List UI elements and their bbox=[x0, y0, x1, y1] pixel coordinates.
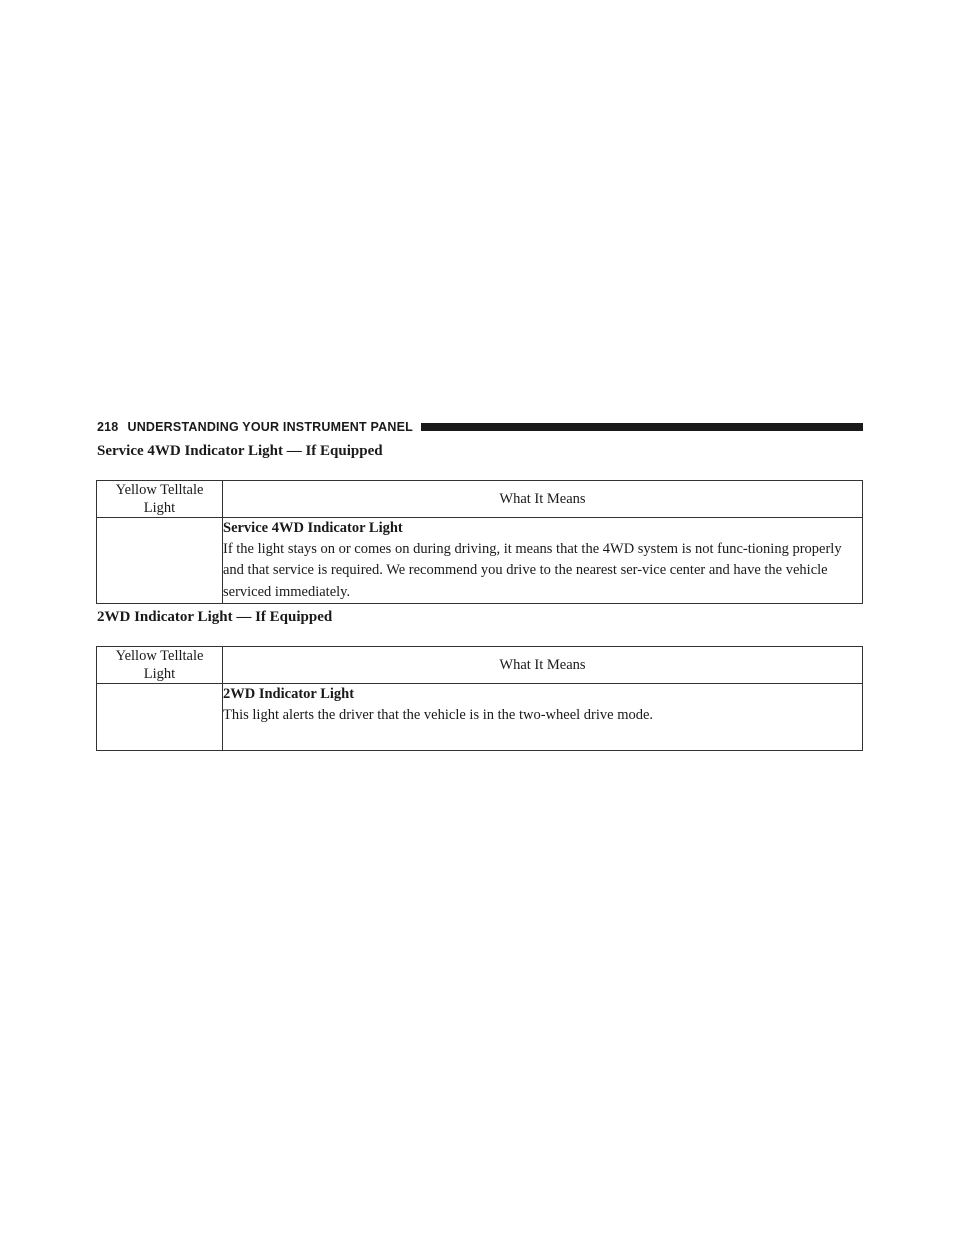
column-header-telltale bbox=[97, 647, 223, 684]
telltale-icon-cell bbox=[97, 684, 223, 751]
description-title: 2WD Indicator Light bbox=[223, 686, 355, 702]
table-row bbox=[97, 684, 863, 751]
table-header-row bbox=[97, 481, 863, 518]
column-header-telltale-line2: Light bbox=[143, 500, 176, 516]
column-header-telltale bbox=[97, 481, 223, 518]
description-cell bbox=[223, 518, 863, 604]
table-row bbox=[97, 518, 863, 604]
column-header-what-it-means: What It Means bbox=[223, 481, 863, 518]
column-header-telltale-line1: Yellow Telltale bbox=[115, 648, 204, 664]
header-rule bbox=[421, 423, 863, 431]
telltale-table-service-4wd bbox=[96, 480, 863, 604]
description-text: This light alerts the driver that the vehicle is in the two-wheel drive mode. bbox=[223, 707, 654, 724]
column-header-telltale-line2: Light bbox=[143, 666, 176, 682]
section-heading-service-4wd: Service 4WD Indicator Light — If Equipped bbox=[97, 443, 383, 459]
column-header-telltale-line1: Yellow Telltale bbox=[115, 482, 204, 498]
description-text: If the light stays on or comes on during driving, it means that the 4WD system is not func-tioning properly and that service is required. We recommend you drive to the nearest ser-vice center and have the vehicle serviced immediately. bbox=[223, 541, 842, 600]
section-heading-2wd: 2WD Indicator Light — If Equipped bbox=[97, 609, 333, 625]
page-header bbox=[97, 419, 863, 435]
description-cell bbox=[223, 684, 863, 751]
running-section-title: UNDERSTANDING YOUR INSTRUMENT PANEL bbox=[127, 420, 413, 434]
telltale-icon-cell bbox=[97, 518, 223, 604]
telltale-table-2wd bbox=[96, 646, 863, 751]
table-header-row bbox=[97, 647, 863, 684]
page-number: 218 bbox=[97, 420, 119, 434]
description-title: Service 4WD Indicator Light bbox=[223, 520, 403, 536]
column-header-what-it-means: What It Means bbox=[223, 647, 863, 684]
